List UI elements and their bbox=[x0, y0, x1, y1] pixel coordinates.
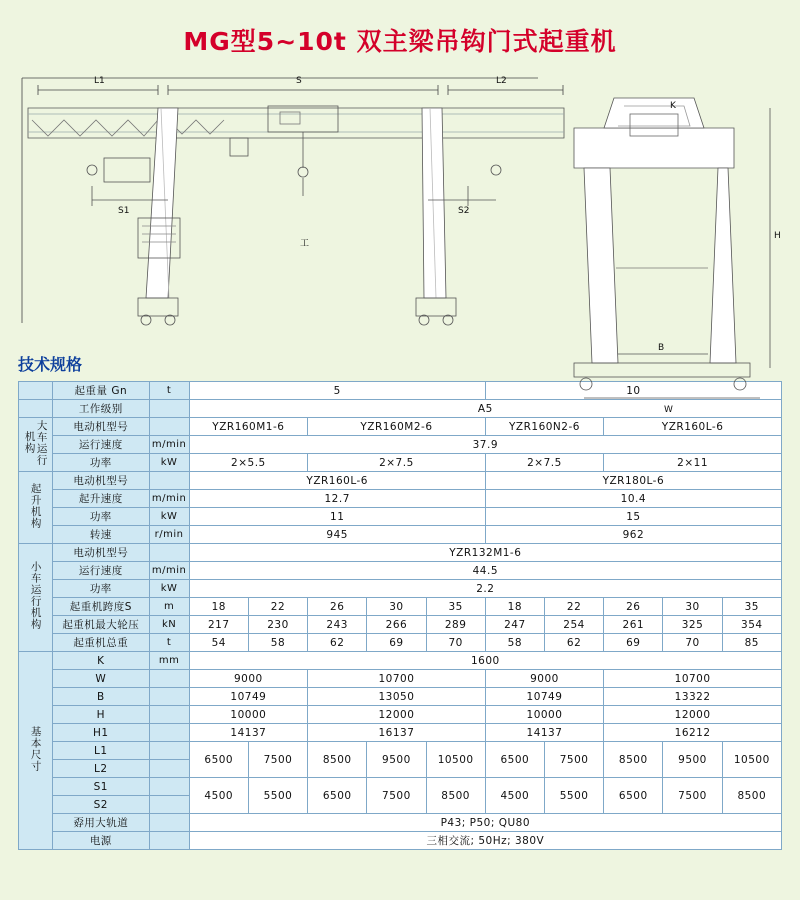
table-cell: 7500 bbox=[367, 778, 426, 814]
table-cell: 6500 bbox=[485, 742, 544, 778]
table-cell: 58 bbox=[248, 634, 307, 652]
row-label: 功率 bbox=[53, 454, 149, 472]
row-label: W bbox=[53, 670, 149, 688]
dim-label-w: W bbox=[664, 405, 673, 415]
row-label: H bbox=[53, 706, 149, 724]
table-cell: 2×7.5 bbox=[485, 454, 603, 472]
table-cell: 6500 bbox=[308, 778, 367, 814]
table-row bbox=[19, 580, 782, 598]
table-row bbox=[19, 472, 782, 490]
table-cell: YZR132M1-6 bbox=[189, 544, 781, 562]
row-label: 孬用大轨道 bbox=[53, 814, 149, 832]
table-row bbox=[19, 814, 782, 832]
row-label: 电动机型号 bbox=[53, 472, 149, 490]
row-unit: kW bbox=[149, 580, 189, 598]
table-cell: 5500 bbox=[544, 778, 603, 814]
table-row bbox=[19, 454, 782, 472]
table-cell: 16137 bbox=[308, 724, 486, 742]
row-label: 功率 bbox=[53, 580, 149, 598]
table-cell: 9000 bbox=[485, 670, 603, 688]
table-cell: 7500 bbox=[663, 778, 722, 814]
row-label: 起重量 Gn bbox=[53, 382, 149, 400]
table-cell: 16212 bbox=[604, 724, 782, 742]
table-cell: P43; P50; QU80 bbox=[189, 814, 781, 832]
table-cell: YZR180L-6 bbox=[485, 472, 781, 490]
table-cell: 2×11 bbox=[604, 454, 782, 472]
table-cell: 10500 bbox=[426, 742, 485, 778]
table-cell: 6500 bbox=[189, 742, 248, 778]
table-cell: 22 bbox=[248, 598, 307, 616]
row-unit: m/min bbox=[149, 562, 189, 580]
table-cell: 12000 bbox=[308, 706, 486, 724]
table-cell: 62 bbox=[308, 634, 367, 652]
table-cell: 4500 bbox=[485, 778, 544, 814]
table-cell: 26 bbox=[308, 598, 367, 616]
row-label: L1 bbox=[53, 742, 149, 760]
table-cell: 261 bbox=[604, 616, 663, 634]
table-cell: 10.4 bbox=[485, 490, 781, 508]
table-cell: 62 bbox=[544, 634, 603, 652]
row-unit bbox=[149, 796, 189, 814]
dim-label-k: K bbox=[670, 101, 676, 111]
table-cell: 35 bbox=[722, 598, 781, 616]
table-cell: YZR160L-6 bbox=[604, 418, 782, 436]
table-cell: YZR160M2-6 bbox=[308, 418, 486, 436]
table-cell: 6500 bbox=[604, 778, 663, 814]
row-unit bbox=[149, 778, 189, 796]
row-label: K bbox=[53, 652, 149, 670]
table-cell: 9500 bbox=[663, 742, 722, 778]
table-cell: 7500 bbox=[544, 742, 603, 778]
table-cell: A5 bbox=[189, 400, 781, 418]
table-row bbox=[19, 436, 782, 454]
table-cell: 10749 bbox=[189, 688, 307, 706]
table-cell: 9500 bbox=[367, 742, 426, 778]
spec-heading: 技术规格 bbox=[18, 355, 83, 374]
table-cell: 10 bbox=[485, 382, 781, 400]
row-unit bbox=[149, 832, 189, 850]
table-cell: 962 bbox=[485, 526, 781, 544]
row-unit bbox=[149, 688, 189, 706]
table-cell: 247 bbox=[485, 616, 544, 634]
table-cell: 13322 bbox=[604, 688, 782, 706]
row-unit bbox=[149, 544, 189, 562]
table-row bbox=[19, 634, 782, 652]
table-cell: 12000 bbox=[604, 706, 782, 724]
table-cell: 44.5 bbox=[189, 562, 781, 580]
table-cell: 10000 bbox=[189, 706, 307, 724]
row-label: S2 bbox=[53, 796, 149, 814]
table-cell: 8500 bbox=[426, 778, 485, 814]
row-group-spacer bbox=[19, 382, 53, 400]
table-row bbox=[19, 724, 782, 742]
table-cell: 37.9 bbox=[189, 436, 781, 454]
row-label: 起重机总重 bbox=[53, 634, 149, 652]
table-row bbox=[19, 562, 782, 580]
row-label: 电源 bbox=[53, 832, 149, 850]
table-row bbox=[19, 742, 782, 760]
table-row bbox=[19, 832, 782, 850]
table-cell: YZR160L-6 bbox=[189, 472, 485, 490]
dim-label-l1: L1 bbox=[94, 76, 105, 86]
table-row bbox=[19, 382, 782, 400]
table-cell: 15 bbox=[485, 508, 781, 526]
row-label: 转速 bbox=[53, 526, 149, 544]
table-cell: 69 bbox=[367, 634, 426, 652]
dim-label-gong: 工 bbox=[300, 239, 310, 249]
table-cell: 7500 bbox=[248, 742, 307, 778]
table-cell: 58 bbox=[485, 634, 544, 652]
table-cell: 10000 bbox=[485, 706, 603, 724]
row-group-label: 大车运行机构 bbox=[19, 418, 53, 472]
row-label: 电动机型号 bbox=[53, 418, 149, 436]
table-cell: 254 bbox=[544, 616, 603, 634]
table-row bbox=[19, 526, 782, 544]
table-cell: YZR160M1-6 bbox=[189, 418, 307, 436]
row-group-label: 基本尺寸 bbox=[19, 652, 53, 850]
table-cell: 54 bbox=[189, 634, 248, 652]
row-unit: m bbox=[149, 598, 189, 616]
table-row bbox=[19, 652, 782, 670]
row-unit: t bbox=[149, 634, 189, 652]
table-cell: 10700 bbox=[308, 670, 486, 688]
row-unit bbox=[149, 706, 189, 724]
table-cell: 230 bbox=[248, 616, 307, 634]
table-cell: 325 bbox=[663, 616, 722, 634]
table-cell: 11 bbox=[189, 508, 485, 526]
row-group-label: 起升机构 bbox=[19, 472, 53, 544]
row-label: S1 bbox=[53, 778, 149, 796]
dim-label-s2: S2 bbox=[458, 206, 470, 216]
table-row bbox=[19, 706, 782, 724]
dim-label-s: S bbox=[296, 76, 302, 86]
table-cell: 217 bbox=[189, 616, 248, 634]
row-label: 功率 bbox=[53, 508, 149, 526]
table-cell: 35 bbox=[426, 598, 485, 616]
table-cell: 14137 bbox=[485, 724, 603, 742]
table-cell: 30 bbox=[663, 598, 722, 616]
row-unit: m/min bbox=[149, 490, 189, 508]
table-cell: 2×5.5 bbox=[189, 454, 307, 472]
row-label: 运行速度 bbox=[53, 562, 149, 580]
row-label: 起升速度 bbox=[53, 490, 149, 508]
row-unit bbox=[149, 724, 189, 742]
row-label: 起重机跨度S bbox=[53, 598, 149, 616]
row-unit: mm bbox=[149, 652, 189, 670]
table-cell: 85 bbox=[722, 634, 781, 652]
row-unit bbox=[149, 400, 189, 418]
table-row bbox=[19, 778, 782, 796]
row-unit: kN bbox=[149, 616, 189, 634]
table-cell: 10700 bbox=[604, 670, 782, 688]
table-cell: 三相交流; 50Hz; 380V bbox=[189, 832, 781, 850]
table-cell: 26 bbox=[604, 598, 663, 616]
table-cell: 945 bbox=[189, 526, 485, 544]
table-cell: 243 bbox=[308, 616, 367, 634]
row-unit bbox=[149, 814, 189, 832]
table-cell: 18 bbox=[189, 598, 248, 616]
row-unit: m/min bbox=[149, 436, 189, 454]
table-cell: 70 bbox=[663, 634, 722, 652]
table-cell: 8500 bbox=[722, 778, 781, 814]
table-row bbox=[19, 544, 782, 562]
dim-label-s1: S1 bbox=[118, 206, 130, 216]
table-cell: 22 bbox=[544, 598, 603, 616]
table-cell: 30 bbox=[367, 598, 426, 616]
table-cell: 10749 bbox=[485, 688, 603, 706]
table-cell: 5500 bbox=[248, 778, 307, 814]
row-label: H1 bbox=[53, 724, 149, 742]
row-unit bbox=[149, 472, 189, 490]
row-label: 工作级别 bbox=[53, 400, 149, 418]
row-label: 起重机最大轮压 bbox=[53, 616, 149, 634]
table-cell: 18 bbox=[485, 598, 544, 616]
table-cell: 2×7.5 bbox=[308, 454, 486, 472]
table-cell: 289 bbox=[426, 616, 485, 634]
dim-label-b: B bbox=[658, 343, 665, 353]
table-cell: 13050 bbox=[308, 688, 486, 706]
table-row bbox=[19, 616, 782, 634]
row-label: 运行速度 bbox=[53, 436, 149, 454]
table-cell: 8500 bbox=[308, 742, 367, 778]
table-row bbox=[19, 418, 782, 436]
dim-label-h: H bbox=[774, 231, 781, 241]
table-cell: 70 bbox=[426, 634, 485, 652]
specification-table bbox=[18, 381, 782, 850]
row-unit bbox=[149, 742, 189, 760]
row-unit bbox=[149, 418, 189, 436]
table-row bbox=[19, 598, 782, 616]
table-cell: 69 bbox=[604, 634, 663, 652]
table-cell: 1600 bbox=[189, 652, 781, 670]
table-row bbox=[19, 670, 782, 688]
row-unit: t bbox=[149, 382, 189, 400]
table-row bbox=[19, 688, 782, 706]
row-unit: kW bbox=[149, 508, 189, 526]
row-unit: kW bbox=[149, 454, 189, 472]
table-cell: 354 bbox=[722, 616, 781, 634]
table-cell: 14137 bbox=[189, 724, 307, 742]
row-unit bbox=[149, 670, 189, 688]
row-group-spacer bbox=[19, 400, 53, 418]
row-label: 电动机型号 bbox=[53, 544, 149, 562]
table-row bbox=[19, 508, 782, 526]
row-unit: r/min bbox=[149, 526, 189, 544]
table-row bbox=[19, 490, 782, 508]
row-label: L2 bbox=[53, 760, 149, 778]
table-cell: 12.7 bbox=[189, 490, 485, 508]
table-cell: 4500 bbox=[189, 778, 248, 814]
table-cell: 2.2 bbox=[189, 580, 781, 598]
table-cell: 266 bbox=[367, 616, 426, 634]
row-label: B bbox=[53, 688, 149, 706]
dim-label-l2: L2 bbox=[496, 76, 507, 86]
table-cell: 9000 bbox=[189, 670, 307, 688]
table-cell: 10500 bbox=[722, 742, 781, 778]
table-cell: 8500 bbox=[604, 742, 663, 778]
page-title: MG型5~10t 双主梁吊钩门式起重机 bbox=[183, 27, 617, 56]
table-cell: YZR160N2-6 bbox=[485, 418, 603, 436]
row-unit bbox=[149, 760, 189, 778]
row-group-label: 小车运行机构 bbox=[19, 544, 53, 652]
table-cell: 5 bbox=[189, 382, 485, 400]
